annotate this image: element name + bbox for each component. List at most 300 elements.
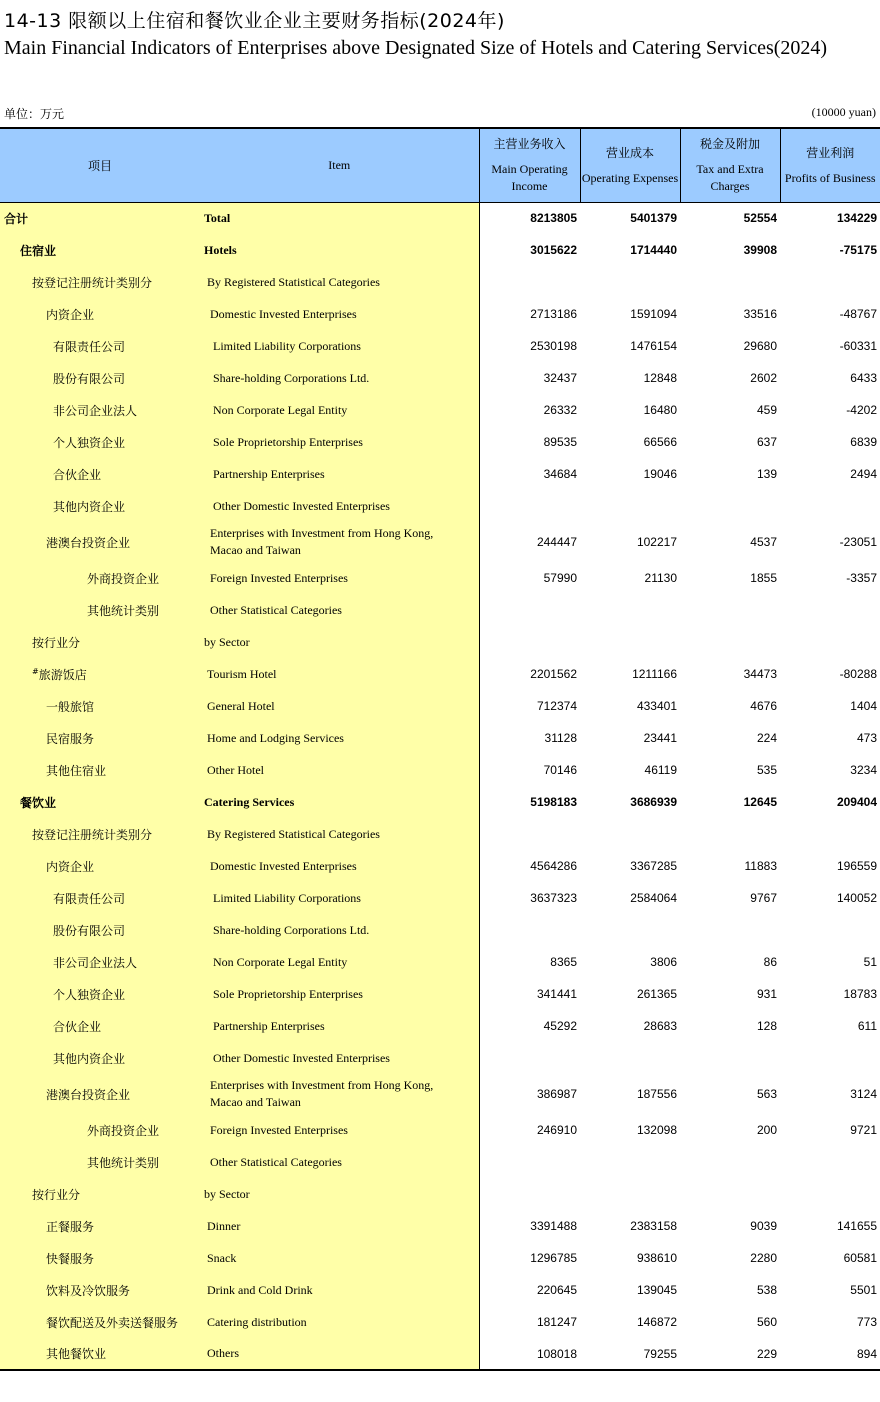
- cell-tax-extra-charges: 12645: [743, 795, 777, 809]
- cell-main-operating-income: 31128: [479, 722, 580, 754]
- header-operating-expenses: [580, 128, 680, 202]
- cell-operating-expenses: 1211166: [632, 667, 677, 681]
- row-label-cn-text: 按登记注册统计类别分: [32, 275, 153, 290]
- cell-operating-expenses: 19046: [643, 467, 677, 481]
- row-label-cn: [0, 362, 200, 394]
- row-label-cn-text: 按行业分: [32, 635, 81, 650]
- cell-main-operating-income: 70146: [479, 754, 580, 786]
- row-label-en: Others: [200, 1338, 479, 1370]
- cell-main-operating-income: 2713186: [479, 298, 580, 330]
- row-label-cn-text: 餐饮配送及外卖送餐服务: [46, 1315, 179, 1330]
- cell-tax-extra-charges: 637: [756, 435, 777, 449]
- table-row: [0, 522, 880, 562]
- header-col-en: Profits of Business: [784, 170, 876, 185]
- table-row: [0, 330, 880, 362]
- row-label-en: Partnership Enterprises: [200, 458, 479, 490]
- cell-profits-of-business: 140052: [836, 891, 877, 905]
- header-col-en: Operating Expenses: [581, 170, 679, 185]
- cell-operating-expenses: 21130: [644, 571, 677, 585]
- cell-main-operating-income: 32437: [479, 362, 580, 394]
- row-label-en: Limited Liability Corporations: [200, 882, 479, 914]
- table-row: [0, 626, 880, 658]
- row-label-en: Enterprises with Investment from Hong Kong, Macao and Taiwan: [200, 1074, 479, 1114]
- cell-operating-expenses: 433401: [636, 699, 677, 713]
- cell-profits-of-business: 894: [780, 1338, 880, 1370]
- cell-tax-extra-charges: 2280: [750, 1251, 777, 1265]
- cell-main-operating-income: 386987: [479, 1074, 580, 1114]
- cell-main-operating-income: 220645: [479, 1274, 580, 1306]
- row-label-cn-text: 餐饮业: [20, 795, 57, 810]
- cell-tax-extra-charges: [680, 266, 780, 298]
- cell-tax-extra-charges: [680, 818, 780, 850]
- row-label-cn: [0, 1338, 200, 1370]
- row-label-cn: [0, 1242, 200, 1274]
- unit-label-en: (10000 yuan): [811, 105, 876, 119]
- cell-tax-extra-charges: 9039: [750, 1219, 777, 1233]
- cell-tax-extra-charges: [680, 1178, 780, 1210]
- cell-main-operating-income: 34684: [479, 458, 580, 490]
- row-label-en: By Registered Statistical Categories: [200, 266, 479, 298]
- row-label-cn-text: 快餐服务: [46, 1251, 95, 1266]
- cell-profits-of-business: 60581: [843, 1251, 877, 1265]
- row-label-en: Foreign Invested Enterprises: [200, 562, 479, 594]
- row-label-cn-text: 有限责任公司: [53, 339, 126, 354]
- cell-tax-extra-charges: 229: [680, 1338, 780, 1370]
- row-label-en: Hotels: [200, 234, 479, 266]
- row-label-cn-text: 旅游饭店: [38, 667, 87, 682]
- table-title-cn: 14-13 限额以上住宿和餐饮业企业主要财务指标(2024年): [4, 10, 505, 32]
- table-row: [0, 818, 880, 850]
- cell-tax-extra-charges: 931: [756, 987, 777, 1001]
- row-label-en: Other Domestic Invested Enterprises: [200, 1042, 479, 1074]
- cell-profits-of-business: 773: [856, 1315, 877, 1329]
- row-label-en: Enterprises with Investment from Hong Kong, Macao and Taiwan: [200, 522, 479, 562]
- cell-main-operating-income: [479, 266, 580, 298]
- table-row: [0, 722, 880, 754]
- cell-profits-of-business: 209404: [836, 795, 877, 809]
- footnote-mark: #: [32, 666, 39, 676]
- table-row: [0, 1338, 880, 1370]
- cell-tax-extra-charges: 538: [756, 1283, 777, 1297]
- cell-operating-expenses: 46119: [644, 763, 677, 777]
- cell-profits-of-business: [780, 266, 880, 298]
- row-label-cn-text: 合伙企业: [53, 1019, 102, 1034]
- row-label-en: By Registered Statistical Categories: [200, 818, 479, 850]
- row-label-cn: [0, 882, 200, 914]
- cell-operating-expenses: 3806: [650, 955, 677, 969]
- row-label-en: Non Corporate Legal Entity: [200, 394, 479, 426]
- cell-tax-extra-charges: 11883: [744, 859, 777, 873]
- row-label-en: Total: [200, 202, 479, 234]
- cell-operating-expenses: [580, 594, 680, 626]
- cell-tax-extra-charges: 459: [756, 403, 777, 417]
- cell-tax-extra-charges: 52554: [743, 211, 777, 226]
- row-label-cn: [0, 978, 200, 1010]
- cell-profits-of-business: [780, 1178, 880, 1210]
- table-title-en: Main Financial Indicators of Enterprises above Designated Size of Hotels and Catering Services(2024): [4, 37, 828, 59]
- row-label-cn: [0, 234, 200, 266]
- table-row: [0, 490, 880, 522]
- table-row: [0, 914, 880, 946]
- table-row: [0, 202, 880, 234]
- cell-operating-expenses: [580, 626, 680, 658]
- cell-main-operating-income: 108018: [479, 1338, 580, 1370]
- cell-main-operating-income: 2201562: [479, 658, 580, 690]
- row-label-cn: [0, 562, 200, 594]
- row-label-en: Other Statistical Categories: [200, 594, 479, 626]
- row-label-cn: [0, 850, 200, 882]
- table-row: [0, 1274, 880, 1306]
- row-label-en: Other Domestic Invested Enterprises: [200, 490, 479, 522]
- row-label-en: Share-holding Corporations Ltd.: [200, 362, 479, 394]
- row-label-cn: [0, 626, 200, 658]
- cell-main-operating-income: 1296785: [479, 1242, 580, 1274]
- row-label-cn: [0, 690, 200, 722]
- cell-profits-of-business: [780, 1146, 880, 1178]
- cell-operating-expenses: 1476154: [630, 339, 677, 353]
- row-label-en: Partnership Enterprises: [200, 1010, 479, 1042]
- cell-operating-expenses: 3686939: [630, 795, 677, 809]
- row-label-cn: [0, 1074, 200, 1114]
- table-row: [0, 1242, 880, 1274]
- cell-operating-expenses: [580, 1178, 680, 1210]
- cell-tax-extra-charges: 224: [756, 731, 777, 745]
- cell-profits-of-business: 6433: [850, 371, 877, 385]
- cell-profits-of-business: 51: [863, 955, 877, 969]
- row-label-cn: [0, 394, 200, 426]
- row-label-cn: [0, 1210, 200, 1242]
- cell-operating-expenses: 5401379: [630, 211, 677, 226]
- cell-tax-extra-charges: 560: [756, 1315, 777, 1329]
- cell-tax-extra-charges: [680, 914, 780, 946]
- row-label-cn-text: 民宿服务: [46, 731, 95, 746]
- header-col-cn: 主营业务收入: [493, 137, 566, 152]
- cell-profits-of-business: 2494: [850, 467, 877, 481]
- row-label-cn-text: 股份有限公司: [53, 371, 126, 386]
- cell-main-operating-income: 3637323: [479, 882, 580, 914]
- cell-main-operating-income: 89535: [479, 426, 580, 458]
- table-row: [0, 1178, 880, 1210]
- row-label-cn-text: 合计: [4, 211, 29, 226]
- cell-profits-of-business: 6839: [850, 435, 877, 449]
- row-label-en: Domestic Invested Enterprises: [200, 850, 479, 882]
- cell-main-operating-income: 3391488: [479, 1210, 580, 1242]
- row-label-en: Domestic Invested Enterprises: [200, 298, 479, 330]
- cell-tax-extra-charges: 563: [756, 1087, 777, 1101]
- row-label-en: Share-holding Corporations Ltd.: [200, 914, 479, 946]
- cell-main-operating-income: 8213805: [479, 202, 580, 234]
- table-row: [0, 850, 880, 882]
- row-label-cn-text: 其他内资企业: [53, 1051, 126, 1066]
- cell-main-operating-income: 5198183: [479, 786, 580, 818]
- table-row: [0, 1074, 880, 1114]
- table-row: [0, 1010, 880, 1042]
- cell-main-operating-income: [479, 1042, 580, 1074]
- row-label-en: Catering distribution: [200, 1306, 479, 1338]
- cell-operating-expenses: 938610: [636, 1251, 677, 1265]
- cell-main-operating-income: [479, 818, 580, 850]
- cell-main-operating-income: 45292: [479, 1010, 580, 1042]
- row-label-en: Snack: [200, 1242, 479, 1274]
- cell-operating-expenses: 79255: [580, 1338, 680, 1370]
- cell-tax-extra-charges: 200: [756, 1123, 777, 1137]
- row-label-cn-text: 按行业分: [32, 1187, 81, 1202]
- cell-profits-of-business: 3124: [850, 1087, 877, 1101]
- cell-main-operating-income: 8365: [479, 946, 580, 978]
- row-label-en: Sole Proprietorship Enterprises: [200, 978, 479, 1010]
- table-row: [0, 562, 880, 594]
- row-label-cn: [0, 1274, 200, 1306]
- cell-operating-expenses: 1591094: [630, 307, 677, 321]
- cell-profits-of-business: -80288: [839, 667, 877, 681]
- row-label-cn: [0, 786, 200, 818]
- row-label-cn-text: 个人独资企业: [53, 987, 126, 1002]
- row-label-cn-text: 其他餐饮业: [46, 1347, 107, 1361]
- cell-profits-of-business: 611: [857, 1019, 877, 1033]
- cell-tax-extra-charges: 535: [756, 763, 777, 777]
- row-label-cn-text: 饮料及冷饮服务: [46, 1283, 131, 1298]
- cell-profits-of-business: [780, 1042, 880, 1074]
- table-row: [0, 1042, 880, 1074]
- row-label-cn-text: 非公司企业法人: [53, 403, 138, 418]
- row-label-cn: [0, 1042, 200, 1074]
- cell-main-operating-income: 181247: [479, 1306, 580, 1338]
- header-col-en: Tax and Extra Charges: [696, 162, 764, 194]
- row-label-cn: [0, 658, 200, 690]
- header-col-cn: 税金及附加: [699, 137, 760, 152]
- table-row: [0, 978, 880, 1010]
- row-label-en: by Sector: [200, 626, 479, 658]
- header-col-cn: 营业成本: [605, 145, 654, 160]
- cell-tax-extra-charges: 4676: [750, 699, 777, 713]
- table-row: [0, 426, 880, 458]
- cell-profits-of-business: 1404: [850, 699, 877, 713]
- row-label-en: Home and Lodging Services: [200, 722, 479, 754]
- row-label-en: Limited Liability Corporations: [200, 330, 479, 362]
- cell-tax-extra-charges: 39908: [743, 243, 777, 257]
- row-label-cn-text: 个人独资企业: [53, 435, 126, 450]
- cell-profits-of-business: 3234: [850, 763, 877, 777]
- row-label-cn: [0, 722, 200, 754]
- cell-operating-expenses: 66566: [643, 435, 677, 449]
- cell-tax-extra-charges: 33516: [743, 307, 777, 321]
- cell-profits-of-business: -75175: [839, 243, 877, 257]
- row-label-cn: [0, 1146, 200, 1178]
- cell-profits-of-business: [780, 914, 880, 946]
- row-label-cn: [0, 490, 200, 522]
- cell-tax-extra-charges: [680, 594, 780, 626]
- row-label-cn-text: 港澳台投资企业: [46, 535, 131, 550]
- table-row: [0, 690, 880, 722]
- row-label-en: Other Statistical Categories: [200, 1146, 479, 1178]
- row-label-en: Foreign Invested Enterprises: [200, 1114, 479, 1146]
- cell-profits-of-business: [780, 626, 880, 658]
- table-row: [0, 234, 880, 266]
- row-label-cn: [0, 330, 200, 362]
- cell-operating-expenses: [580, 914, 680, 946]
- row-label-cn: [0, 202, 200, 234]
- cell-profits-of-business: -48767: [839, 307, 877, 321]
- row-label-cn-text: 按登记注册统计类别分: [32, 827, 153, 842]
- table-row: [0, 786, 880, 818]
- table-row: [0, 882, 880, 914]
- cell-operating-expenses: 102217: [636, 535, 677, 549]
- financial-indicators-table: [0, 127, 880, 1371]
- cell-profits-of-business: 9721: [850, 1123, 877, 1137]
- row-label-cn-text: 其他统计类别: [87, 1155, 160, 1170]
- table-row: [0, 658, 880, 690]
- table-row: [0, 1114, 880, 1146]
- row-label-cn: [0, 426, 200, 458]
- cell-operating-expenses: 1714440: [630, 243, 677, 257]
- cell-operating-expenses: [580, 266, 680, 298]
- header-profits-of-business: [780, 128, 880, 202]
- row-label-cn-text: 非公司企业法人: [53, 955, 138, 970]
- row-label-en: Dinner: [200, 1210, 479, 1242]
- table-row: [0, 1146, 880, 1178]
- cell-operating-expenses: 146872: [636, 1315, 677, 1329]
- header-main-operating-income: [479, 128, 580, 202]
- cell-profits-of-business: [780, 818, 880, 850]
- header-tax-extra-charges: [680, 128, 780, 202]
- cell-main-operating-income: [479, 626, 580, 658]
- cell-main-operating-income: 341441: [479, 978, 580, 1010]
- row-label-en: Non Corporate Legal Entity: [200, 946, 479, 978]
- row-label-cn: [0, 818, 200, 850]
- cell-operating-expenses: 16480: [643, 403, 677, 417]
- header-col-cn: 营业利润: [806, 145, 855, 160]
- cell-operating-expenses: 139045: [636, 1283, 677, 1297]
- cell-operating-expenses: [580, 1042, 680, 1074]
- row-label-en: Drink and Cold Drink: [200, 1274, 479, 1306]
- cell-tax-extra-charges: 2602: [750, 371, 777, 385]
- cell-tax-extra-charges: [680, 1146, 780, 1178]
- row-label-cn-text: 一般旅馆: [46, 699, 95, 714]
- row-label-cn: [0, 946, 200, 978]
- cell-operating-expenses: 132098: [636, 1123, 677, 1137]
- row-label-cn: [0, 522, 200, 562]
- cell-profits-of-business: 18783: [843, 987, 877, 1001]
- row-label-cn: [0, 1114, 200, 1146]
- cell-main-operating-income: 246910: [479, 1114, 580, 1146]
- row-label-en: Other Hotel: [200, 754, 479, 786]
- row-label-cn: [0, 1178, 200, 1210]
- table-row: [0, 266, 880, 298]
- table-row: [0, 362, 880, 394]
- row-label-cn: [0, 298, 200, 330]
- row-label-cn-text: 其他住宿业: [46, 763, 107, 778]
- cell-main-operating-income: 3015622: [479, 234, 580, 266]
- table-row: [0, 394, 880, 426]
- row-label-en: General Hotel: [200, 690, 479, 722]
- header-col-en: Main Operating Income: [491, 162, 568, 194]
- cell-profits-of-business: 473: [856, 731, 877, 745]
- cell-main-operating-income: [479, 1178, 580, 1210]
- row-label-cn: [0, 754, 200, 786]
- cell-tax-extra-charges: [680, 490, 780, 522]
- cell-main-operating-income: 244447: [479, 522, 580, 562]
- row-label-cn-text: 正餐服务: [46, 1219, 95, 1234]
- cell-main-operating-income: 26332: [479, 394, 580, 426]
- table-row: [0, 1306, 880, 1338]
- cell-tax-extra-charges: 1855: [750, 571, 777, 585]
- cell-tax-extra-charges: 139: [756, 467, 777, 481]
- cell-tax-extra-charges: 29680: [743, 339, 777, 353]
- row-label-cn-text: 股份有限公司: [53, 923, 126, 938]
- cell-operating-expenses: [580, 490, 680, 522]
- cell-tax-extra-charges: 128: [756, 1019, 777, 1033]
- row-label-cn: [0, 1010, 200, 1042]
- cell-tax-extra-charges: [680, 1042, 780, 1074]
- cell-main-operating-income: 4564286: [479, 850, 580, 882]
- cell-main-operating-income: [479, 594, 580, 626]
- cell-operating-expenses: 12848: [643, 371, 677, 385]
- row-label-cn-text: 外商投资企业: [87, 571, 160, 586]
- table-header-row: [0, 128, 880, 202]
- cell-profits-of-business: 5501: [850, 1283, 877, 1297]
- cell-operating-expenses: 3367285: [630, 859, 677, 873]
- row-label-en: Tourism Hotel: [200, 658, 479, 690]
- cell-operating-expenses: 23441: [643, 731, 677, 745]
- cell-profits-of-business: [780, 594, 880, 626]
- cell-main-operating-income: [479, 914, 580, 946]
- cell-operating-expenses: 2584064: [630, 891, 677, 905]
- row-label-en: Sole Proprietorship Enterprises: [200, 426, 479, 458]
- cell-main-operating-income: 57990: [479, 562, 580, 594]
- cell-profits-of-business: 196559: [836, 859, 877, 873]
- cell-tax-extra-charges: [680, 626, 780, 658]
- cell-tax-extra-charges: 34473: [743, 667, 777, 681]
- cell-tax-extra-charges: 86: [763, 955, 777, 969]
- cell-profits-of-business: [780, 490, 880, 522]
- cell-operating-expenses: [580, 818, 680, 850]
- cell-operating-expenses: 261365: [636, 987, 677, 1001]
- cell-profits-of-business: 141655: [836, 1219, 877, 1233]
- cell-profits-of-business: -23051: [839, 535, 877, 549]
- unit-label-cn: 单位：万元: [4, 107, 65, 121]
- table-row: [0, 946, 880, 978]
- row-label-cn: [0, 914, 200, 946]
- cell-operating-expenses: [580, 1146, 680, 1178]
- header-item-cn: 项目: [0, 128, 200, 202]
- cell-main-operating-income: [479, 1146, 580, 1178]
- cell-operating-expenses: 2383158: [630, 1219, 677, 1233]
- cell-tax-extra-charges: 9767: [750, 891, 777, 905]
- row-label-cn-text: 住宿业: [20, 243, 57, 258]
- table-row: [0, 458, 880, 490]
- row-label-cn: [0, 458, 200, 490]
- table-row: [0, 594, 880, 626]
- cell-main-operating-income: [479, 490, 580, 522]
- row-label-en: Catering Services: [200, 786, 479, 818]
- row-label-cn-text: 有限责任公司: [53, 891, 126, 906]
- cell-profits-of-business: -60331: [839, 339, 877, 353]
- header-item-en: Item: [200, 128, 479, 202]
- table-row: [0, 1210, 880, 1242]
- row-label-en: by Sector: [200, 1178, 479, 1210]
- table-row: [0, 298, 880, 330]
- cell-profits-of-business: 134229: [836, 211, 877, 226]
- cell-profits-of-business: -3357: [846, 571, 877, 585]
- cell-tax-extra-charges: 4537: [750, 535, 777, 549]
- row-label-cn-text: 外商投资企业: [87, 1123, 160, 1138]
- cell-main-operating-income: 2530198: [479, 330, 580, 362]
- row-label-cn-text: 其他统计类别: [87, 603, 160, 618]
- cell-profits-of-business: -4202: [846, 403, 877, 417]
- cell-operating-expenses: 187556: [636, 1087, 677, 1101]
- row-label-cn-text: 内资企业: [46, 859, 95, 874]
- row-label-cn: [0, 1306, 200, 1338]
